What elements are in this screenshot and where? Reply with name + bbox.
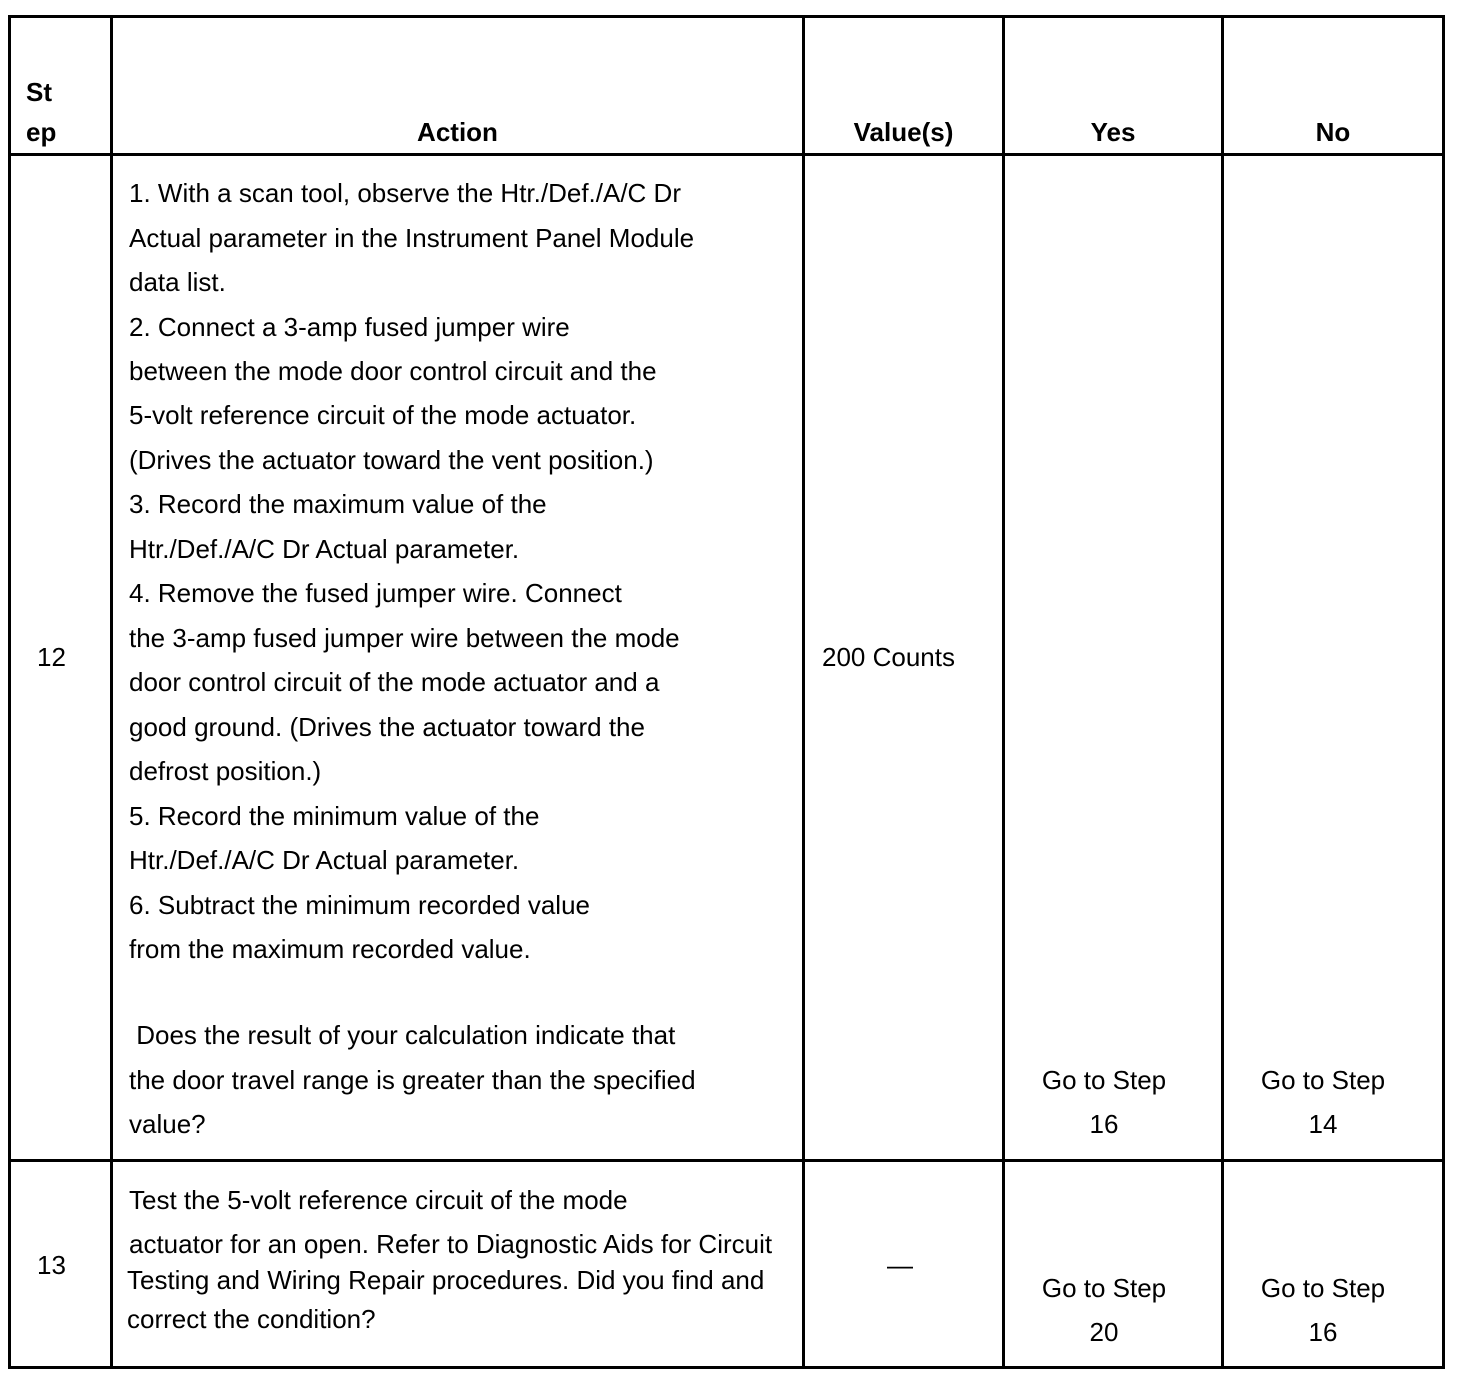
action-line: defrost position.) [129,756,322,786]
action-line: (Drives the actuator toward the vent position.) [129,445,654,475]
action-line: Test the 5-volt reference circuit of the mode [129,1185,628,1215]
action-line: from the maximum recorded value. [129,934,531,964]
table-top-border [8,15,1445,18]
action-line: correct the condition? [127,1304,376,1334]
yes-column-divider [1221,15,1224,1369]
header-no: No [1315,117,1351,147]
yes-goto-label: Go to Step [1041,1065,1167,1095]
action-line: Actual parameter in the Instrument Panel Module [129,223,695,253]
table-right-border [1442,15,1445,1369]
action-line: the 3-amp fused jumper wire between the mode [129,623,680,653]
action-question-line: value? [129,1109,206,1139]
action-line: good ground. (Drives the actuator toward the [129,712,645,742]
no-goto-label: Go to Step [1260,1065,1386,1095]
action-line: between the mode door control circuit and the [129,356,657,386]
header-action: Action [417,117,498,147]
header-bottom-border [8,153,1445,156]
yes-goto-step: 16 [1089,1109,1119,1139]
action-line: Htr./Def./A/C Dr Actual parameter. [129,845,520,875]
action-line: actuator for an open. Refer to Diagnostic Aids for Circuit [129,1229,773,1259]
action-line: 6. Subtract the minimum recorded value [129,890,590,920]
value-cell: 200 Counts [822,642,955,672]
action-line: 1. With a scan tool, observe the Htr./Def./A/C Dr [129,178,681,208]
action-line: 5. Record the minimum value of the [129,801,540,831]
table-bottom-border [8,1366,1445,1369]
value-cell: — [887,1250,913,1280]
action-question-line: Does the result of your calculation indicate that [129,1020,676,1050]
action-question-line: the door travel range is greater than the specified [129,1065,696,1095]
no-goto-step: 16 [1308,1317,1338,1347]
header-yes: Yes [1090,117,1136,147]
header-step-line1: St [26,77,52,107]
yes-goto-step: 20 [1089,1317,1119,1347]
action-line: 3. Record the maximum value of the [129,489,547,519]
step-column-divider [110,15,113,1369]
table-left-border [8,15,11,1369]
value-column-divider [1002,15,1005,1369]
step-number: 13 [37,1250,66,1280]
action-line: Testing and Wiring Repair procedures. Did you find and [127,1265,765,1295]
no-goto-label: Go to Step [1260,1273,1386,1303]
no-goto-step: 14 [1308,1109,1338,1139]
row-12-bottom-border [8,1159,1445,1162]
action-line: 5-volt reference circuit of the mode actuator. [129,400,637,430]
action-line: Htr./Def./A/C Dr Actual parameter. [129,534,520,564]
step-number: 12 [37,642,66,672]
action-line: 2. Connect a 3-amp fused jumper wire [129,312,570,342]
action-column-divider [802,15,805,1369]
action-line: data list. [129,267,226,297]
header-values: Value(s) [853,117,954,147]
action-line: door control circuit of the mode actuator and a [129,667,660,697]
yes-goto-label: Go to Step [1041,1273,1167,1303]
action-line: 4. Remove the fused jumper wire. Connect [129,578,622,608]
header-step-line2: ep [26,117,57,147]
